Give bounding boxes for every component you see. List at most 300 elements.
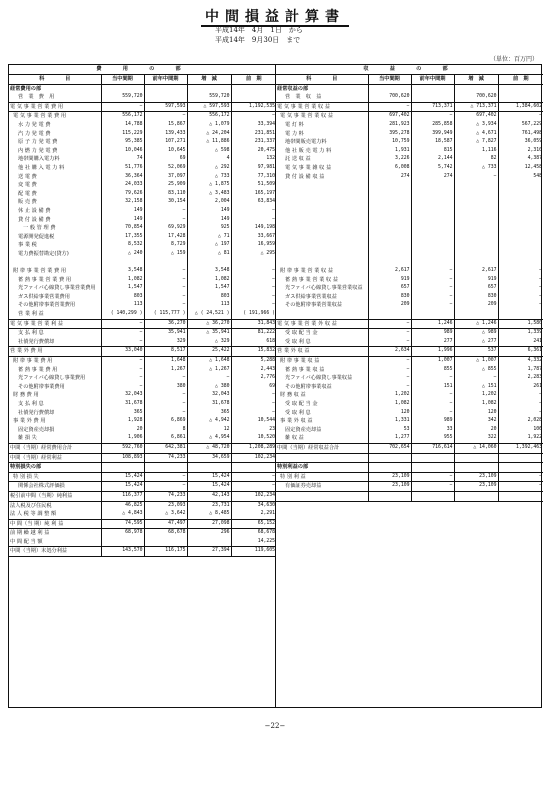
cell-change: 82 — [454, 155, 498, 164]
cell-current: 108,893 — [101, 453, 144, 463]
table-row — [276, 329, 543, 338]
cell-full: − — [231, 472, 276, 482]
row-label: 附 帯 事 業 営 業 収 益 — [276, 267, 368, 276]
col-full: 前 期 — [231, 75, 276, 85]
row-label: 特 別 利 益 — [276, 472, 368, 482]
table-row — [276, 216, 543, 225]
cell-full: 33,667 — [257, 233, 276, 239]
row-label: 税引前中間（当期）純利益 — [9, 491, 101, 501]
cell-full — [231, 84, 276, 93]
row-label: 受 取 利 息 — [276, 409, 368, 418]
table-row — [276, 463, 543, 473]
cell-prior — [144, 258, 187, 267]
table-row — [276, 121, 543, 130]
cell-change: 296 — [187, 529, 231, 538]
table-row — [276, 409, 543, 418]
table-row — [276, 426, 543, 435]
cell-current: 14,788 — [101, 121, 144, 130]
cell-full: 761,498 — [521, 130, 543, 136]
cell-prior: − — [411, 472, 454, 482]
cell-current: 10,759 — [368, 138, 411, 147]
row-label: 汽 力 発 電 費 — [9, 130, 101, 139]
cell-full: − — [272, 483, 276, 489]
cell-full: 6,361 — [498, 347, 543, 357]
cell-current — [368, 491, 411, 501]
row-label — [276, 233, 368, 242]
cell-full: − — [272, 392, 276, 398]
cell-change: 27,098 — [187, 519, 231, 529]
cell-change: 657 — [454, 284, 498, 293]
cell-prior: − — [144, 293, 187, 302]
cell-change — [454, 216, 498, 225]
table-row — [276, 138, 543, 147]
cell-current: 8,532 — [101, 241, 144, 250]
cell-current: − — [101, 383, 144, 392]
row-label: 受 取 配 当 金 — [276, 329, 368, 338]
cell-prior: △ 3,642 — [144, 510, 187, 519]
cell-change: 556,172 — [187, 112, 231, 121]
cell-prior: − — [411, 482, 454, 492]
cell-prior — [411, 310, 454, 319]
cell-full: 2,291 — [260, 511, 276, 517]
cell-change: △ ( 24,521 ) — [187, 310, 231, 319]
row-label: 地帯間販売電力料 — [276, 138, 368, 147]
cell-full: − — [272, 276, 276, 282]
cell-prior: 68,678 — [144, 529, 187, 538]
row-label: 他 社 購 入 電 力 料 — [9, 164, 101, 173]
cell-full: 165,197 — [254, 190, 276, 196]
row-label — [276, 310, 368, 319]
row-label: 営 業 利 益 — [9, 310, 101, 319]
cell-full: 16,959 — [257, 242, 276, 248]
table-row — [9, 501, 276, 510]
cell-prior — [411, 207, 454, 216]
cell-prior: 8,517 — [144, 347, 187, 357]
cell-change: 803 — [187, 293, 231, 302]
col-current: 当中間期 — [101, 75, 144, 85]
cell-change — [454, 453, 498, 463]
cell-prior: − — [144, 391, 187, 400]
row-label — [9, 258, 101, 267]
cell-full: 69 — [269, 383, 276, 389]
cell-full: △ 295 — [260, 250, 276, 256]
table-row — [276, 374, 543, 383]
cell-full: − — [498, 472, 543, 482]
cell-full: − — [272, 293, 276, 299]
table-row — [9, 374, 276, 383]
table-row — [9, 284, 276, 293]
cell-prior: 35,941 — [144, 329, 187, 338]
cell-current: 116,377 — [101, 491, 144, 501]
cell-full: − — [539, 302, 543, 308]
cell-prior: 25,909 — [144, 181, 187, 190]
cell-prior: − — [144, 400, 187, 409]
row-label: 内 燃 力 発 電 費 — [9, 147, 101, 156]
cell-current: 32,043 — [101, 391, 144, 400]
table-row — [276, 434, 543, 443]
row-label: 営 業 費 用 — [9, 93, 101, 102]
cell-full: − — [539, 268, 543, 274]
row-label: 蓄 熱 事 業 費 用 — [9, 366, 101, 375]
page-number: −22− — [264, 722, 286, 730]
cell-current — [101, 463, 144, 473]
row-label: 電 気 事 業 営 業 外 収 益 — [276, 319, 368, 329]
table-row — [9, 347, 276, 357]
table-row — [9, 121, 276, 130]
cell-full: 618 — [266, 338, 276, 344]
table-row — [9, 138, 276, 147]
cell-change: △ 197 — [187, 241, 231, 250]
row-label: ガス供給事業営業費用 — [9, 293, 101, 302]
table-row — [9, 155, 276, 164]
cell-current: 10,046 — [101, 147, 144, 156]
cell-change: △ 4,942 — [187, 417, 231, 426]
table-row — [9, 453, 276, 463]
cell-full: 1,339 — [527, 330, 543, 336]
table-row — [276, 198, 543, 207]
row-label: 特別利益の部 — [276, 463, 368, 473]
cell-prior — [411, 258, 454, 267]
cell-full — [498, 84, 543, 93]
table-row — [276, 357, 543, 366]
table-row — [9, 207, 276, 216]
cell-full: 106 — [533, 426, 543, 432]
cell-current: 3,548 — [101, 267, 144, 276]
table-row — [9, 293, 276, 302]
cell-prior: 989 — [411, 329, 454, 338]
cell-change: △ 1,007 — [454, 357, 498, 366]
row-label: 配 電 費 — [9, 190, 101, 199]
cell-prior: − — [144, 482, 187, 492]
table-row — [276, 181, 543, 190]
row-label: 他 社 販 売 電 力 料 — [276, 147, 368, 156]
cell-prior — [411, 233, 454, 242]
table-row — [9, 434, 276, 443]
row-label: 経常収益の部 — [276, 84, 368, 93]
cell-current: 36,364 — [101, 173, 144, 182]
cell-current: 23,109 — [368, 472, 411, 482]
cell-change — [187, 463, 231, 473]
table-row — [276, 207, 543, 216]
row-label — [276, 453, 368, 463]
row-label: 有価証券売却益 — [276, 482, 368, 492]
cell-change: △ 733 — [454, 164, 498, 173]
cell-full: 119,605 — [231, 547, 276, 557]
cell-prior — [411, 241, 454, 250]
cell-full — [498, 198, 543, 207]
revenues-group-header: 収 益 の 部 — [276, 65, 543, 75]
period-to: 平成14年 9月30日 まで — [215, 36, 301, 44]
cell-current — [368, 207, 411, 216]
cell-prior: 8 — [144, 426, 187, 435]
row-label: 原 子 力 発 電 費 — [9, 138, 101, 147]
cell-prior: 274 — [411, 173, 454, 182]
row-label: 財 務 収 益 — [276, 391, 368, 400]
cell-full: 63,834 — [257, 199, 276, 205]
row-label: 電 気 事 業 営 業 費 用 — [9, 102, 101, 112]
cell-change: 209 — [454, 301, 498, 310]
revenues-section — [276, 65, 543, 707]
cell-current: − — [368, 374, 411, 383]
cell-change: △ 8,485 — [187, 510, 231, 519]
cell-prior — [411, 250, 454, 259]
row-label: 電源開発促進税 — [9, 233, 101, 242]
col-current: 当中間期 — [368, 75, 411, 85]
cell-current — [368, 463, 411, 473]
table-row — [9, 102, 276, 112]
cell-full: 36,059 — [524, 139, 543, 145]
cell-prior — [144, 538, 187, 547]
cell-full: − — [272, 216, 276, 222]
cell-prior: − — [144, 374, 187, 383]
cell-current: 23,109 — [368, 482, 411, 492]
cell-prior: − — [144, 284, 187, 293]
cell-change: △ 292 — [187, 164, 231, 173]
table-row — [276, 241, 543, 250]
cell-current: 120 — [368, 409, 411, 418]
table-row — [9, 301, 276, 310]
cell-full — [498, 181, 543, 190]
table-row — [9, 482, 276, 492]
table-row — [9, 241, 276, 250]
cell-prior: 399,949 — [411, 130, 454, 139]
cell-current: 803 — [101, 293, 144, 302]
table-row — [9, 84, 276, 93]
cell-change — [454, 463, 498, 473]
row-label — [276, 216, 368, 225]
cell-current: 2,634 — [368, 347, 411, 357]
cell-full: − — [539, 400, 543, 406]
col-item: 科 目 — [9, 75, 101, 85]
cell-change: 537 — [454, 347, 498, 357]
table-row — [276, 400, 543, 409]
cell-prior: 380 — [144, 383, 187, 392]
cell-change: △ 36,270 — [187, 319, 231, 329]
cell-change: △ 151 — [454, 383, 498, 392]
cell-current: 33,040 — [101, 347, 144, 357]
cell-change: − — [454, 374, 498, 383]
cell-prior: 6,861 — [144, 434, 187, 443]
cell-prior: 52,069 — [144, 164, 187, 173]
cell-change: △ 24,204 — [187, 130, 231, 139]
cell-prior: 36,270 — [144, 319, 187, 329]
cell-full: 567,229 — [521, 121, 543, 127]
row-label: 関係会社株式評価損 — [9, 482, 101, 492]
cell-prior: 5,742 — [411, 164, 454, 173]
cell-change — [454, 310, 498, 319]
table-row — [9, 357, 276, 366]
cell-current: 32,158 — [101, 198, 144, 207]
cell-prior: − — [411, 284, 454, 293]
cell-prior: 47,497 — [144, 519, 187, 529]
cell-full: − — [272, 285, 276, 291]
cell-change: △ 1,079 — [187, 121, 231, 130]
row-label: 託 送 収 益 — [276, 155, 368, 164]
cell-prior: 329 — [144, 338, 187, 347]
cell-prior — [411, 491, 454, 501]
cell-current: 274 — [368, 173, 411, 182]
row-label — [276, 198, 368, 207]
row-label: 電 力 料 — [276, 130, 368, 139]
cell-current — [368, 453, 411, 463]
cell-current — [368, 258, 411, 267]
cell-current: △ 240 — [101, 250, 144, 259]
cell-current: 46,825 — [101, 501, 144, 510]
row-label: 財 務 費 用 — [9, 391, 101, 400]
cell-current: 74,595 — [101, 519, 144, 529]
row-label: 営 業 収 益 — [276, 93, 368, 102]
cell-full: 4,332 — [527, 358, 543, 363]
cell-full: 231,851 — [254, 130, 276, 136]
cell-change: 25,422 — [187, 347, 231, 357]
cell-prior: 37,097 — [144, 173, 187, 182]
table-row — [276, 84, 543, 93]
cell-current: − — [101, 374, 144, 383]
cell-change: △ 81 — [187, 250, 231, 259]
cell-full — [498, 463, 543, 473]
table-row — [276, 310, 543, 319]
cell-current — [101, 84, 144, 93]
cell-full — [498, 241, 543, 250]
cell-current: − — [101, 102, 144, 112]
table-row — [9, 224, 276, 233]
cell-full: 2,283 — [527, 375, 543, 381]
cell-prior: 30,154 — [144, 198, 187, 207]
row-label: 蓄 熱 事 業 営 業 収 益 — [276, 276, 368, 285]
table-row — [9, 258, 276, 267]
cell-current: 115,229 — [101, 130, 144, 139]
row-label — [276, 258, 368, 267]
cell-prior: 17,428 — [144, 233, 187, 242]
col-item: 科 目 — [276, 75, 368, 85]
expenses-table — [9, 65, 276, 557]
table-row — [9, 276, 276, 285]
table-row — [9, 491, 276, 501]
table-row — [9, 383, 276, 392]
row-label — [276, 491, 368, 501]
row-label: 附 帯 事 業 費 用 — [9, 357, 101, 366]
cell-prior: 1,267 — [144, 366, 187, 375]
row-label: 中間（当期）経常利益 — [9, 453, 101, 463]
cell-full: − — [272, 400, 276, 406]
table-row — [276, 319, 543, 329]
row-label: 送 電 費 — [9, 173, 101, 182]
cell-current: 592,760 — [101, 443, 144, 453]
row-label: その他附帯事業費用 — [9, 383, 101, 392]
table-row — [276, 366, 543, 375]
cell-full: 149,198 — [254, 225, 276, 231]
cell-full: − — [272, 113, 276, 119]
cell-change: △ 733 — [187, 173, 231, 182]
table-row — [9, 181, 276, 190]
cell-prior — [411, 224, 454, 233]
row-label: 中間（当期）経常収益合計 — [276, 443, 368, 453]
row-label: 販 売 費 — [9, 198, 101, 207]
cell-full: 65,152 — [231, 519, 276, 529]
cell-prior — [411, 84, 454, 93]
cell-full: 34,630 — [257, 502, 276, 508]
cell-current — [368, 84, 411, 93]
cell-change: △ 11,886 — [187, 138, 231, 147]
cell-full: 10,520 — [257, 435, 276, 441]
cell-full: − — [539, 113, 543, 119]
cell-current: 1,331 — [368, 417, 411, 426]
cell-full: 4,387 — [527, 156, 543, 162]
table-row — [276, 338, 543, 347]
cell-prior: 18,587 — [411, 138, 454, 147]
cell-current: 51,776 — [101, 164, 144, 173]
row-label: 蓄 熱 事 業 営 業 費 用 — [9, 276, 101, 285]
table-row — [276, 224, 543, 233]
cell-full: 1,392,463 — [498, 443, 543, 453]
cell-full: 241 — [533, 338, 543, 344]
cell-full: 2,028 — [527, 418, 543, 424]
cell-change: △ 4,954 — [187, 434, 231, 443]
table-row — [9, 417, 276, 426]
cell-prior: − — [144, 301, 187, 310]
cell-current: 209 — [368, 301, 411, 310]
cell-full: − — [272, 302, 276, 308]
cell-current: 2,617 — [368, 267, 411, 276]
cell-prior: 713,371 — [411, 102, 454, 112]
row-label: 附 帯 事 業 収 益 — [276, 357, 368, 366]
col-change: 増 減 — [187, 75, 231, 85]
cell-full: 1,192,535 — [231, 102, 276, 112]
row-label: 貸 付 設 備 費 — [9, 216, 101, 225]
table-row — [9, 443, 276, 453]
cell-prior — [411, 453, 454, 463]
table-row — [9, 233, 276, 242]
cell-current: 1,906 — [101, 434, 144, 443]
cell-change: 365 — [187, 409, 231, 418]
cell-prior: 23,093 — [144, 501, 187, 510]
table-row — [9, 529, 276, 538]
table-row — [276, 453, 543, 463]
row-label: 経常費用の部 — [9, 84, 101, 93]
row-label: 電 気 事 業 営 業 利 益 — [9, 319, 101, 329]
cell-full: 132 — [266, 156, 276, 162]
cell-current: − — [368, 366, 411, 375]
cell-change — [454, 224, 498, 233]
cell-full: 68,678 — [257, 530, 276, 536]
row-label: 光ファイバ心線貸し事業収益 — [276, 374, 368, 383]
cell-change: 23,109 — [454, 472, 498, 482]
row-label: 特別損失の部 — [9, 463, 101, 473]
table-row — [276, 147, 543, 156]
cell-current: 657 — [368, 284, 411, 293]
cell-prior: − — [411, 301, 454, 310]
cell-prior: − — [144, 216, 187, 225]
cell-prior — [411, 93, 454, 102]
cell-change: △ 989 — [454, 329, 498, 338]
cell-current: 68,978 — [101, 529, 144, 538]
cell-change: △ 3,483 — [187, 190, 231, 199]
cell-full: 1,208,289 — [231, 443, 276, 453]
cell-current: 365 — [101, 409, 144, 418]
cell-full: 12,458 — [524, 164, 543, 170]
cell-prior: 642,381 — [144, 443, 187, 453]
cell-full: 81,222 — [257, 330, 276, 336]
cell-change: 23,109 — [454, 482, 498, 492]
cell-current: 559,720 — [101, 93, 144, 102]
cell-prior: 1,648 — [144, 357, 187, 366]
cell-current — [368, 190, 411, 199]
cell-current — [368, 181, 411, 190]
cell-prior: ( 115,777 ) — [144, 310, 187, 319]
cell-change: 149 — [187, 216, 231, 225]
cell-change: − — [454, 173, 498, 182]
cell-prior: 1,996 — [411, 347, 454, 357]
